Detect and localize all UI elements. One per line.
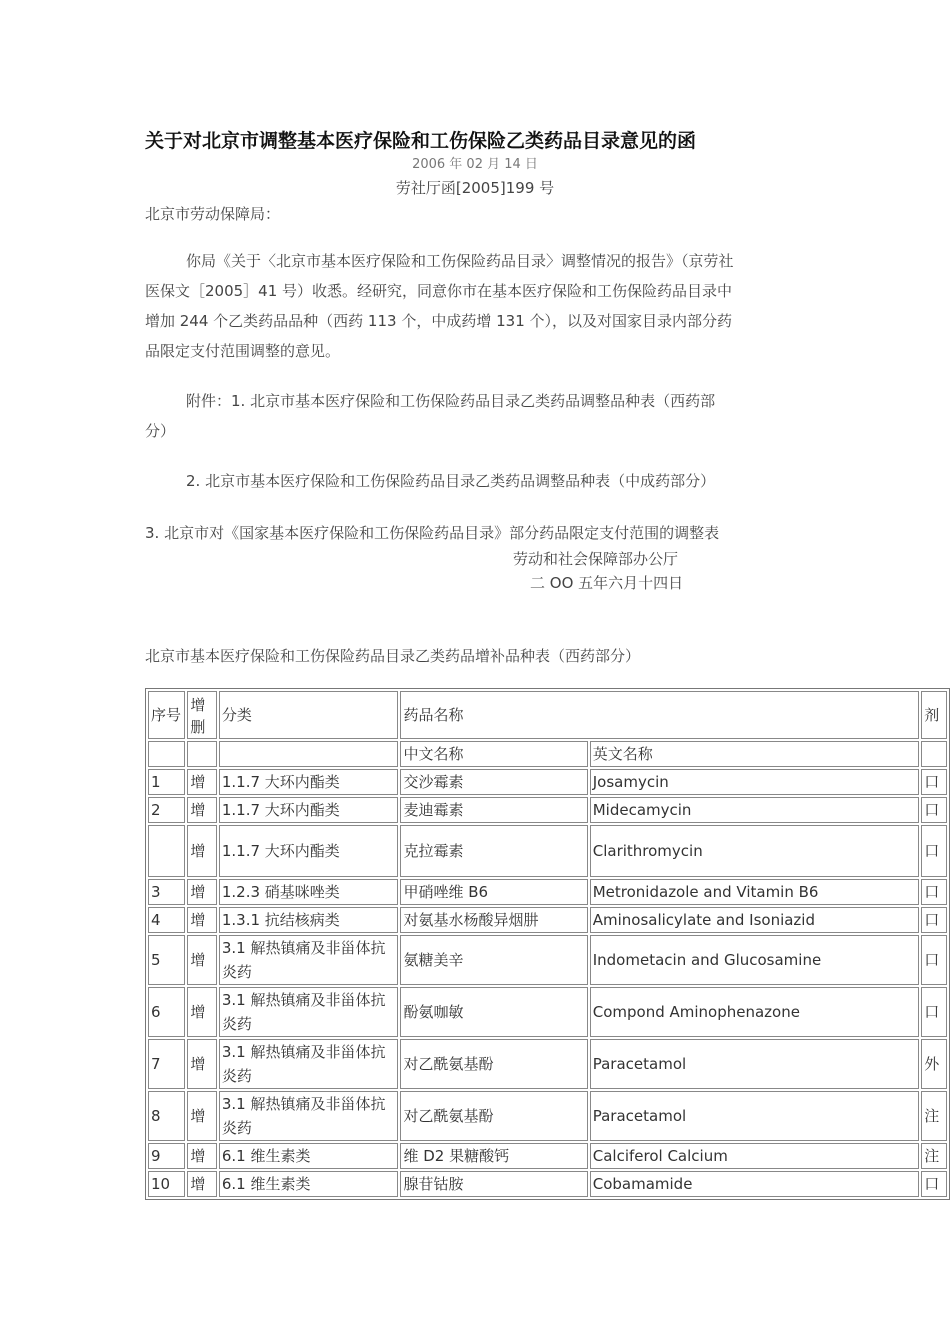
document-title: 关于对北京市调整基本医疗保险和工伤保险乙类药品目录意见的函 — [145, 130, 697, 152]
signature: 劳动和社会保障部办公厅 — [513, 550, 679, 568]
document-number: 劳社厅函[2005]199 号 — [395, 179, 555, 197]
attachment-line: 分） — [145, 422, 176, 440]
header-en-name: 英文名称 — [590, 741, 919, 767]
addressee: 北京市劳动保障局： — [145, 205, 281, 223]
table-row: 3 增 1.2.3 硝基咪唑类 甲硝唑维 B6 Metronidazole and Vitamin B6 口 — [148, 879, 947, 905]
body-line: 医保文［2005］41 号）收悉。经研究，同意你市在基本医疗保险和工伤保险药品目录中 — [145, 282, 733, 300]
body-line: 增加 244 个乙类药品品种（西药 113 个，中成药增 131 个），以及对国家目录内部分药 — [145, 312, 733, 330]
header-change: 增删 — [187, 691, 217, 739]
body-line: 你局《关于〈北京市基本医疗保险和工伤保险药品目录〉调整情况的报告》（京劳社 — [186, 252, 734, 270]
table-row: 8 增 3.1 解热镇痛及非甾体抗炎药 对乙酰氨基酚 Paracetamol 注 — [148, 1091, 947, 1141]
header-drug-name: 药品名称 — [400, 691, 919, 739]
body-line: 品限定支付范围调整的意见。 — [145, 342, 341, 360]
table-caption: 北京市基本医疗保险和工伤保险药品目录乙类药品增补品种表（西药部分） — [145, 647, 641, 665]
table-row: 6 增 3.1 解热镇痛及非甾体抗炎药 酚氨咖敏 Compond Aminophenazone 口 — [148, 987, 947, 1037]
table-row: 5 增 3.1 解热镇痛及非甾体抗炎药 氨糖美辛 Indometacin and Glucosamine 口 — [148, 935, 947, 985]
table-row: 7 增 3.1 解热镇痛及非甾体抗炎药 对乙酰氨基酚 Paracetamol 外 — [148, 1039, 947, 1089]
table-row: 增 1.1.7 大环内酯类 克拉霉素 Clarithromycin 口 — [148, 825, 947, 877]
header-last: 剂 — [921, 691, 947, 739]
table-row: 1 增 1.1.7 大环内酯类 交沙霉素 Josamycin 口 — [148, 769, 947, 795]
publish-date: 2006 年 02 月 14 日 — [412, 157, 538, 172]
header-cn-name: 中文名称 — [400, 741, 587, 767]
attachment-line: 附件：1. 北京市基本医疗保险和工伤保险药品目录乙类药品调整品种表（西药部 — [186, 392, 716, 410]
signature-date: 二 OO 五年六月十四日 — [530, 574, 684, 592]
drug-table — [145, 688, 950, 1200]
table-subheader-row — [148, 741, 947, 767]
table-row: 2 增 1.1.7 大环内酯类 麦迪霉素 Midecamycin 口 — [148, 797, 947, 823]
header-no: 序号 — [148, 691, 185, 739]
attachment-3: 3. 北京市对《国家基本医疗保险和工伤保险药品目录》部分药品限定支付范围的调整表 — [145, 524, 720, 542]
table-row: 4 增 1.3.1 抗结核病类 对氨基水杨酸异烟肼 Aminosalicylate and Isoniazid 口 — [148, 907, 947, 933]
attachment-2: 2. 北京市基本医疗保险和工伤保险药品目录乙类药品调整品种表（中成药部分） — [186, 472, 716, 490]
header-category: 分类 — [219, 691, 399, 739]
table-row: 10 增 6.1 维生素类 腺苷钴胺 Cobamamide 口 — [148, 1171, 947, 1197]
table-header-row — [148, 691, 947, 739]
table-row: 9 增 6.1 维生素类 维 D2 果糖酸钙 Calciferol Calcium 注 — [148, 1143, 947, 1169]
